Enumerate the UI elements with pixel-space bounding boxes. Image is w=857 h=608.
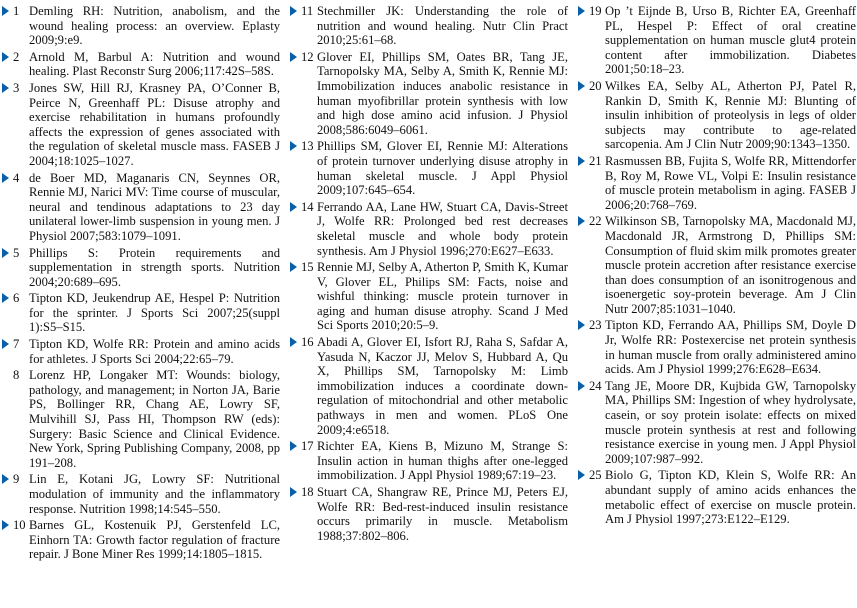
link-arrow-icon[interactable] [578, 318, 589, 332]
reference-entry [578, 4, 856, 77]
reference-entry [2, 50, 280, 79]
reference-entry [578, 318, 856, 376]
reference-number: 15 [301, 260, 314, 275]
reference-text: de Boer MD, Maganaris CN, Seynnes OR, Rennie MJ, Narici MV: Time course of muscular, neural and tendinous adaptations to 23 day unilateral lower-limb suspension in young men. J Physiol 2007;583:1079–1091. [29, 170, 280, 243]
reference-entry [290, 139, 568, 197]
reference-number: 13 [301, 139, 314, 154]
reference-column-2 [290, 4, 568, 608]
link-arrow-icon[interactable] [290, 200, 301, 214]
reference-entry [290, 50, 568, 138]
reference-entry [290, 439, 568, 483]
reference-entry [578, 468, 856, 526]
reference-entry [578, 154, 856, 212]
reference-entry [290, 4, 568, 48]
reference-number: 10 [13, 518, 26, 533]
reference-entry [2, 171, 280, 244]
reference-text: Barnes GL, Kostenuik PJ, Gerstenfeld LC, Einhorn TA: Growth factor regulation of fracture repair. J Bone Miner Res 1999;14:1805–1815. [29, 518, 280, 562]
reference-text: Lin E, Kotani JG, Lowry SF: Nutritional modulation of immunity and the inflammatory response. Nutrition 1998;14:545–550. [29, 472, 280, 516]
reference-text: Wilkes EA, Selby AL, Atherton PJ, Patel R, Rankin D, Smith K, Rennie MJ: Blunting of insulin inhibition of proteolysis in legs of older subjects may contribute to age-related sarcopenia. Am J Clin Nutr 2009;90:1343–1350. [605, 78, 856, 152]
reference-text: Rennie MJ, Selby A, Atherton P, Smith K, Kumar V, Glover EL, Philips SM: Facts, noise and wishful thinking: muscle protein turnover in aging and human disuse atrophy. Scand J Med Sci Sports 2010;20:5–9. [317, 260, 568, 333]
reference-text: Stuart CA, Shangraw RE, Prince MJ, Peters EJ, Wolfe RR: Bed-rest-induced insulin resistance occurs primarily in muscle. Metabolism 1988;37:802–806. [317, 485, 568, 543]
reference-number: 9 [13, 472, 20, 487]
reference-entry [2, 368, 280, 470]
reference-text: Glover EI, Phillips SM, Oates BR, Tang JE, Tarnopolsky MA, Selby A, Smith K, Rennie MJ: Immobilization induces anabolic resistance in human myofibrillar protein synthesis with low and high dose amino acid infusion. J Physiol 2008;586:6049–6061. [317, 49, 568, 137]
reference-text: Arnold M, Barbul A: Nutrition and wound healing. Plast Reconstr Surg 2006;117:42S–58S. [29, 49, 280, 79]
link-arrow-icon[interactable] [578, 4, 589, 18]
link-arrow-icon[interactable] [290, 335, 301, 349]
reference-text: Jones SW, Hill RJ, Krasney PA, O’Conner B, Peirce N, Greenhaff PL: Disuse atrophy and exercise rehabilitation in humans profoundly affects the expression of genes associated with the regulation of skeletal muscle mass. FASEB J 2004;18:1025–1027. [29, 80, 280, 168]
reference-number: 18 [301, 485, 314, 499]
reference-entry [578, 214, 856, 316]
marker-spacer [2, 368, 13, 382]
reference-text: Stechmiller JK: Understanding the role of nutrition and wound healing. Nutr Clin Pract 2010;25:61–68. [317, 4, 568, 48]
reference-entry [290, 335, 568, 437]
reference-column-3 [578, 4, 856, 608]
reference-text: Demling RH: Nutrition, anabolism, and the wound healing process: an overview. Eplasty 2009;9:e9. [29, 4, 280, 48]
link-arrow-icon[interactable] [578, 379, 589, 393]
reference-entry [2, 518, 280, 562]
reference-text: Op ’t Eijnde B, Urso B, Richter EA, Greenhaff PL, Hespel P: Effect of oral creatine supplementation on human muscle glut4 protein content after immobilization. Diabetes 2001;50:18–23. [605, 4, 856, 77]
reference-text: Tipton KD, Wolfe RR: Protein and amino acids for athletes. J Sports Sci 2004;22:65–79. [29, 337, 280, 366]
reference-number: 21 [589, 153, 602, 168]
reference-entry [290, 260, 568, 333]
reference-text: Biolo G, Tipton KD, Klein S, Wolfe RR: An abundant supply of amino acids enhances the metabolic effect of exercise on muscle protein. Am J Physiol 1997;273:E122–E129. [605, 468, 856, 527]
reference-number: 17 [301, 439, 314, 454]
reference-entry [290, 485, 568, 543]
reference-text: Phillips SM, Glover EI, Rennie MJ: Alterations of protein turnover underlying disuse atrophy in human skeletal muscle. J Appl Physiol 2009;107:645–654. [317, 139, 568, 198]
link-arrow-icon[interactable] [2, 171, 13, 185]
reference-number: 24 [589, 378, 602, 393]
reference-number: 3 [13, 80, 20, 95]
reference-number: 22 [589, 214, 602, 229]
reference-text: Ferrando AA, Lane HW, Stuart CA, Davis-Street J, Wolfe RR: Prolonged bed rest decreases skeletal muscle and whole body protein synthesis. Am J Physiol 1996;270:E627–E633. [317, 199, 568, 258]
reference-number: 16 [301, 335, 314, 350]
reference-number: 2 [13, 49, 20, 64]
reference-entry [2, 337, 280, 366]
reference-number: 5 [13, 245, 20, 260]
reference-number: 7 [13, 337, 20, 352]
link-arrow-icon[interactable] [290, 50, 301, 64]
reference-text: Tang JE, Moore DR, Kujbida GW, Tarnopolsky MA, Phillips SM: Ingestion of whey hydrolysate, casein, or soy protein isolate: effects on mixed muscle protein synthesis at rest and following resistance exercise in young men. J Appl Physiol 2009;107:987–992. [605, 378, 856, 466]
reference-number: 25 [589, 468, 602, 483]
reference-entry [2, 472, 280, 516]
link-arrow-icon[interactable] [290, 139, 301, 153]
link-arrow-icon[interactable] [2, 50, 13, 64]
reference-text: Richter EA, Kiens B, Mizuno M, Strange S: Insulin action in human thighs after one-legged immobilization. J Appl Physiol 1989;67:19–23. [317, 439, 568, 483]
link-arrow-icon[interactable] [578, 79, 589, 93]
link-arrow-icon[interactable] [290, 260, 301, 274]
reference-entry [2, 246, 280, 290]
reference-text: Phillips S: Protein requirements and supplementation in strength sports. Nutrition 2004;20:689–695. [29, 245, 280, 289]
reference-text: Lorenz HP, Longaker MT: Wounds: biology, pathology, and management; in Norton JA, Barie PS, Bollinger RR, Chang AE, Lowry SF, Mulvihill SJ, Pass HI, Thompson RW (eds): Surgery: Basic Science and Clinical Evidence. New York, Spring Publishing Company, 2008, pp 191–208. [29, 368, 280, 470]
reference-number: 23 [589, 318, 602, 333]
reference-number: 14 [301, 199, 314, 214]
reference-number: 19 [589, 4, 602, 18]
reference-number: 20 [589, 78, 602, 93]
link-arrow-icon[interactable] [2, 291, 13, 305]
reference-text: Tipton KD, Jeukendrup AE, Hespel P: Nutrition for the sprinter. J Sports Sci 2007;25(suppl 1):S5–S15. [29, 291, 280, 335]
link-arrow-icon[interactable] [578, 214, 589, 228]
reference-text: Wilkinson SB, Tarnopolsky MA, Macdonald MJ, Macdonald JR, Armstrong D, Phillips SM: Consumption of fluid skim milk promotes greater muscle protein accretion after resistance exercise than does consumption of an isonitrogenous and isoenergetic soy-protein beverage. Am J Clin Nutr 2007;85:1031–1040. [605, 214, 856, 316]
link-arrow-icon[interactable] [2, 518, 13, 532]
reference-number: 6 [13, 291, 20, 306]
reference-column-1 [2, 4, 280, 608]
link-arrow-icon[interactable] [2, 337, 13, 351]
reference-entry [2, 4, 280, 48]
reference-number: 11 [301, 4, 314, 18]
link-arrow-icon[interactable] [290, 4, 301, 18]
reference-text: Rasmussen BB, Fujita S, Wolfe RR, Mittendorfer B, Roy M, Rowe VL, Volpi E: Insulin resistance of muscle protein metabolism in aging. FASEB J 2006;20:768–769. [605, 153, 856, 212]
link-arrow-icon[interactable] [578, 154, 589, 168]
reference-number: 12 [301, 49, 314, 64]
link-arrow-icon[interactable] [578, 468, 589, 482]
link-arrow-icon[interactable] [290, 439, 301, 453]
link-arrow-icon[interactable] [2, 4, 13, 18]
link-arrow-icon[interactable] [2, 81, 13, 95]
reference-entry [2, 291, 280, 335]
link-arrow-icon[interactable] [2, 246, 13, 260]
reference-entry [578, 79, 856, 152]
reference-number: 1 [13, 4, 20, 18]
reference-text: Tipton KD, Ferrando AA, Phillips SM, Doyle D Jr, Wolfe RR: Postexercise net protein synthesis in human muscle from orally administered amino acids. Am J Physiol 1999;276:E628–E634. [605, 318, 856, 377]
reference-entry [578, 379, 856, 467]
link-arrow-icon[interactable] [2, 472, 13, 486]
reference-number: 8 [13, 368, 20, 383]
reference-text: Abadi A, Glover EI, Isfort RJ, Raha S, Safdar A, Yasuda N, Kaczor JJ, Melov S, Hubbard A, Qu X, Phillips SM, Tarnopolsky M: Limb immobilization induces a coordinate down-regulation of mitochondrial and other metabolic pathways in men and women. PLoS One 2009;4:e6518. [317, 335, 568, 437]
reference-entry [2, 81, 280, 169]
reference-entry [290, 200, 568, 258]
reference-number: 4 [13, 170, 20, 185]
link-arrow-icon[interactable] [290, 485, 301, 499]
